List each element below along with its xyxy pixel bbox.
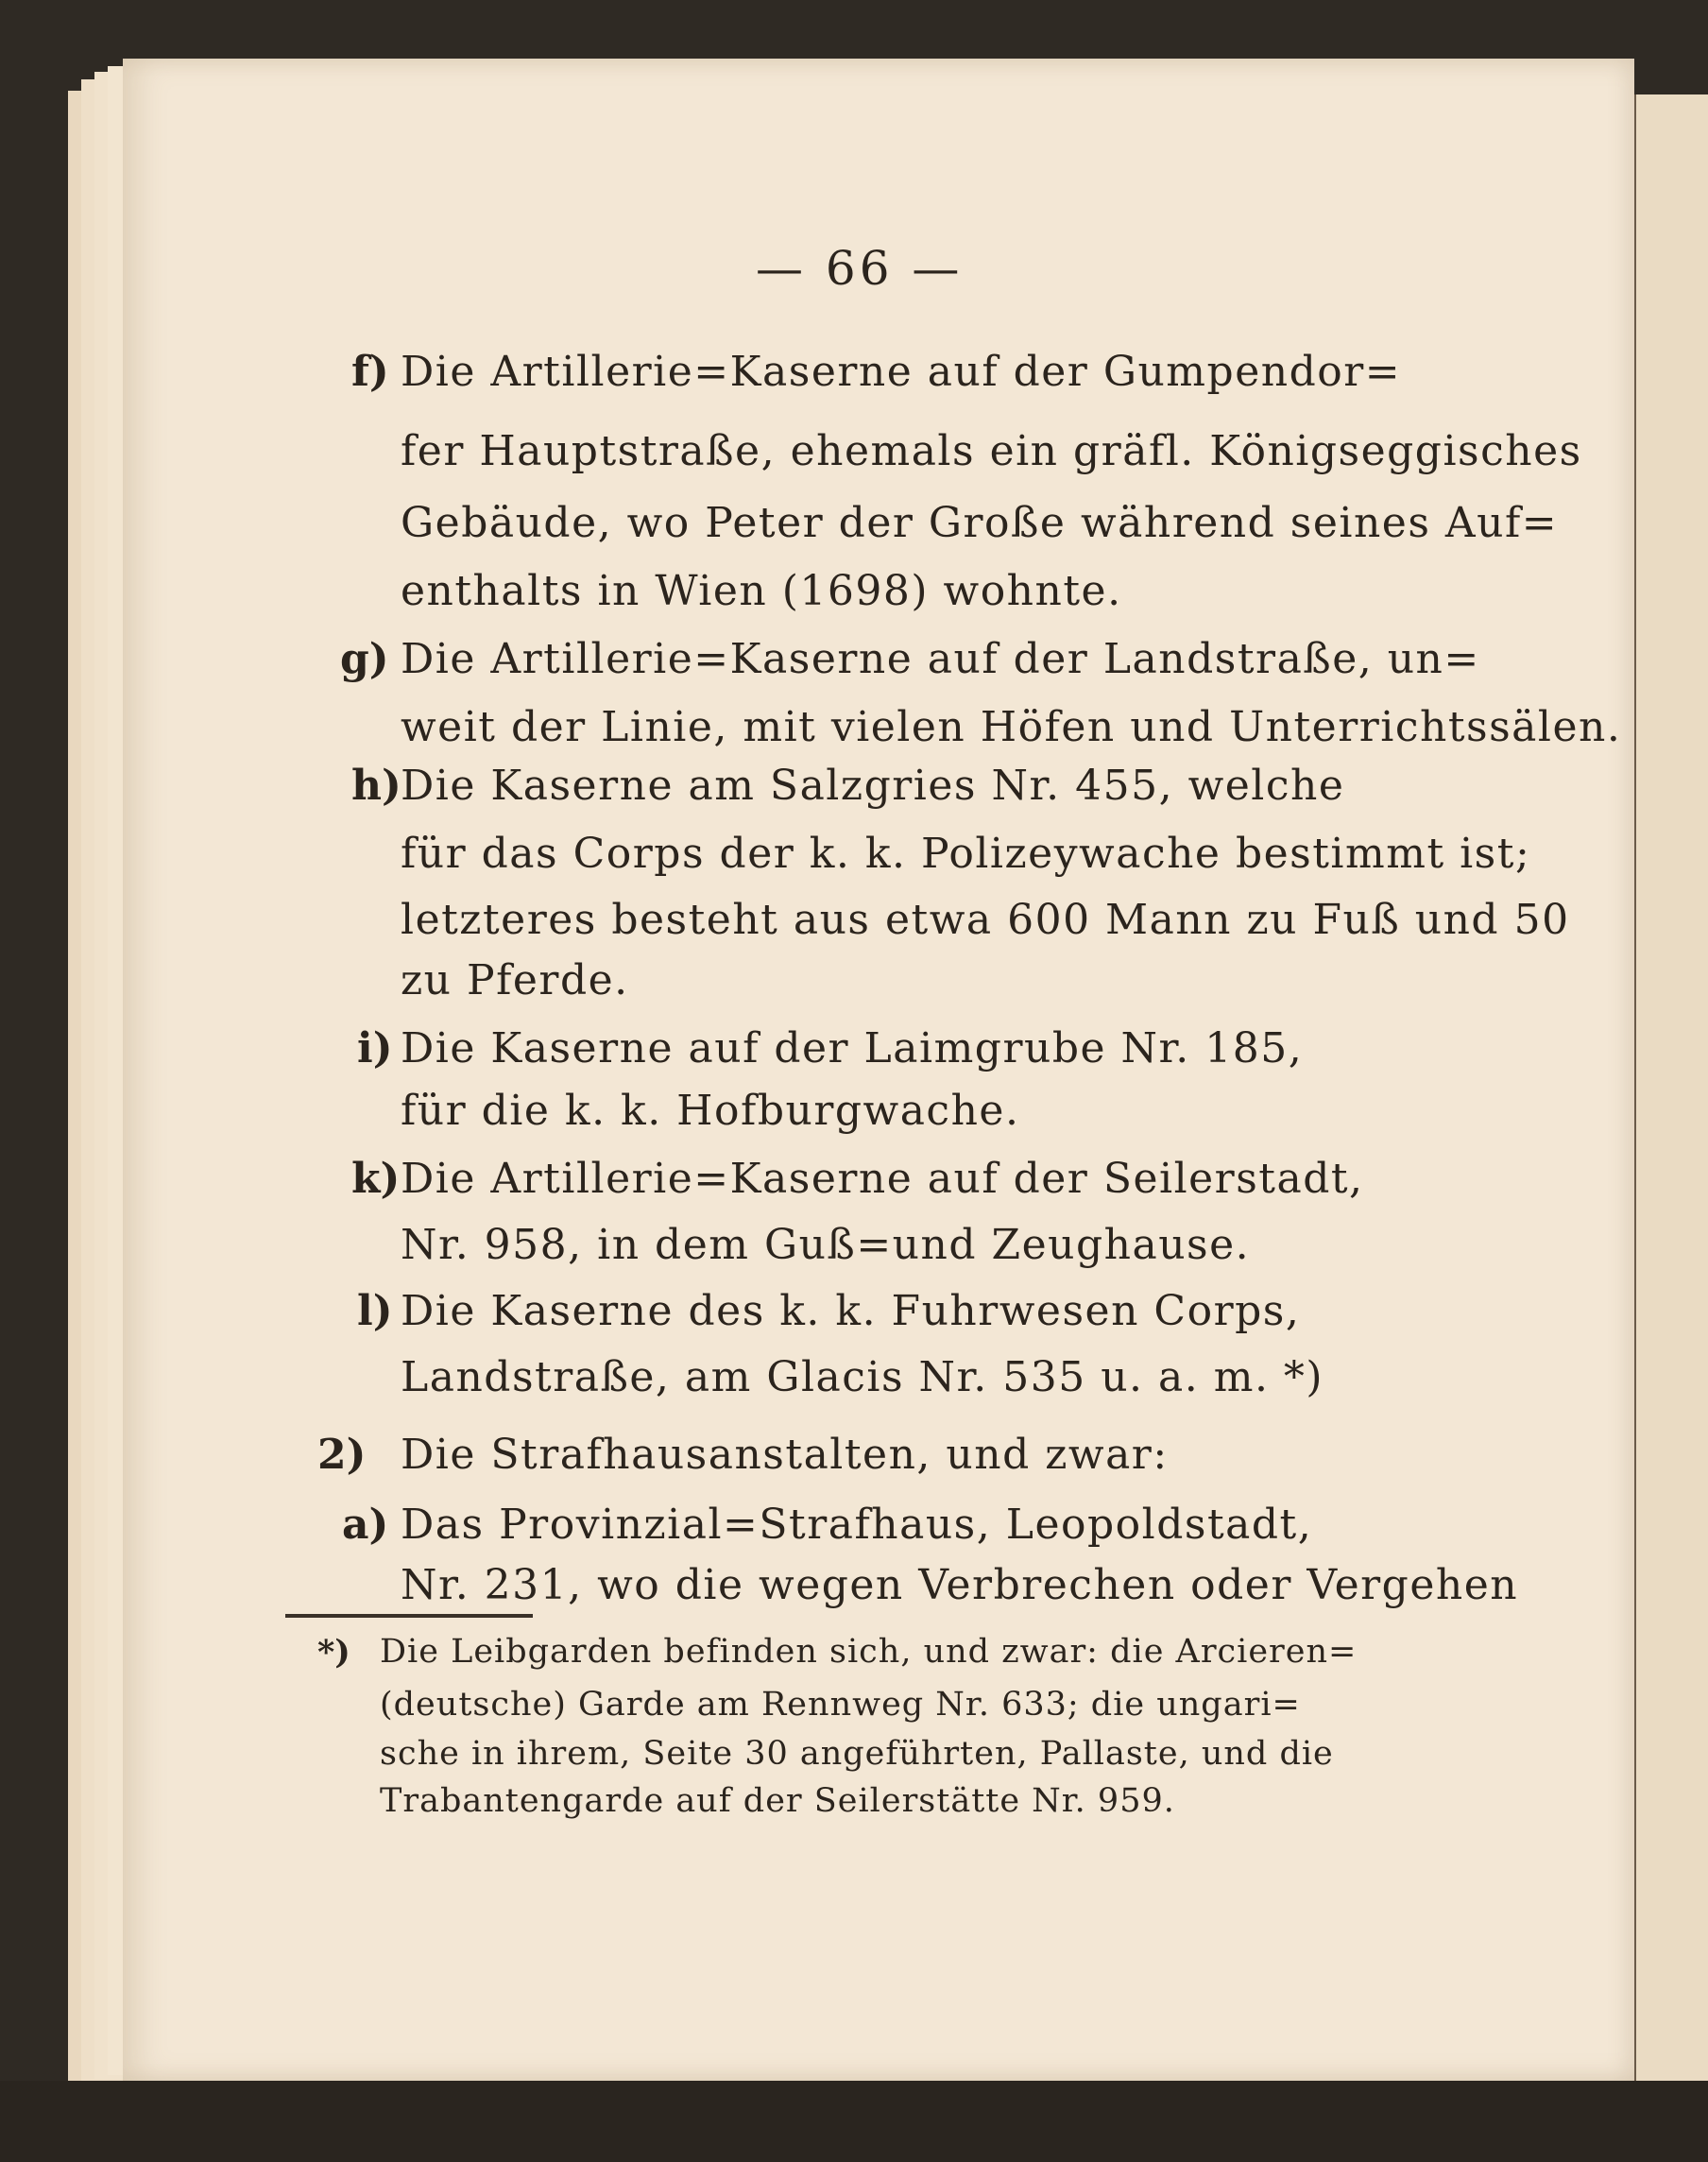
entry-label: i) <box>357 1024 393 1072</box>
entry-label: a) <box>342 1501 389 1549</box>
entry-line: Die Kaserne auf der Laimgrube Nr. 185, <box>401 1024 1304 1072</box>
entry-line: weit der Linie, mit vielen Höfen und Unterrichtssälen. <box>401 703 1622 751</box>
page-number: — 66 — <box>756 241 964 296</box>
footnote-line: (deutsche) Garde am Rennweg Nr. 633; die ungari= <box>380 1686 1301 1724</box>
entry-label: k) <box>351 1155 401 1203</box>
entry-line: Die Artillerie=Kaserne auf der Landstraße, un= <box>401 635 1480 683</box>
entry-line: für das Corps der k. k. Polizeywache bestimmt ist; <box>401 830 1531 878</box>
footnote-line: sche in ihrem, Seite 30 angeführten, Pallaste, und die <box>380 1735 1334 1773</box>
entry-line: für die k. k. Hofburgwache. <box>401 1087 1020 1135</box>
entry-label: h) <box>351 762 401 810</box>
footnote-rule <box>285 1614 533 1618</box>
entry-line: Die Kaserne am Salzgries Nr. 455, welche <box>401 762 1345 810</box>
entry-line: Das Provinzial=Strafhaus, Leopoldstadt, <box>401 1501 1313 1549</box>
entry-label: f) <box>351 348 389 396</box>
entry-line: enthalts in Wien (1698) wohnte. <box>401 567 1122 615</box>
entry-line: Nr. 231, wo die wegen Verbrechen oder Vergehen <box>401 1561 1519 1609</box>
entry-line: Die Artillerie=Kaserne auf der Seilerstadt, <box>401 1155 1364 1203</box>
book-cover-edge <box>1634 94 1708 2162</box>
entry-line: Landstraße, am Glacis Nr. 535 u. a. m. *) <box>401 1353 1324 1401</box>
entry-line: fer Hauptstraße, ehemals ein gräfl. Königseggisches <box>401 427 1582 475</box>
entry-line: Nr. 958, in dem Guß=und Zeughause. <box>401 1221 1251 1269</box>
bottom-shadow <box>0 2081 1708 2162</box>
entry-line: Gebäude, wo Peter der Große während seines Auf= <box>401 499 1559 547</box>
footnote-mark: *) <box>317 1633 350 1672</box>
entry-line: Die Artillerie=Kaserne auf der Gumpendor= <box>401 348 1402 396</box>
footnote-line: Die Leibgarden befinden sich, und zwar: die Arcieren= <box>380 1633 1358 1671</box>
entry-line: Die Strafhausanstalten, und zwar: <box>401 1431 1169 1479</box>
entry-line: Die Kaserne des k. k. Fuhrwesen Corps, <box>401 1287 1301 1335</box>
entry-line: zu Pferde. <box>401 956 629 1004</box>
entry-label: g) <box>340 635 389 683</box>
entry-label: l) <box>357 1287 393 1335</box>
entry-label: 2) <box>317 1431 367 1479</box>
entry-line: letzteres besteht aus etwa 600 Mann zu Fuß und 50 <box>401 896 1570 944</box>
footnote-line: Trabantengarde auf der Seilerstätte Nr. 959. <box>380 1782 1175 1820</box>
